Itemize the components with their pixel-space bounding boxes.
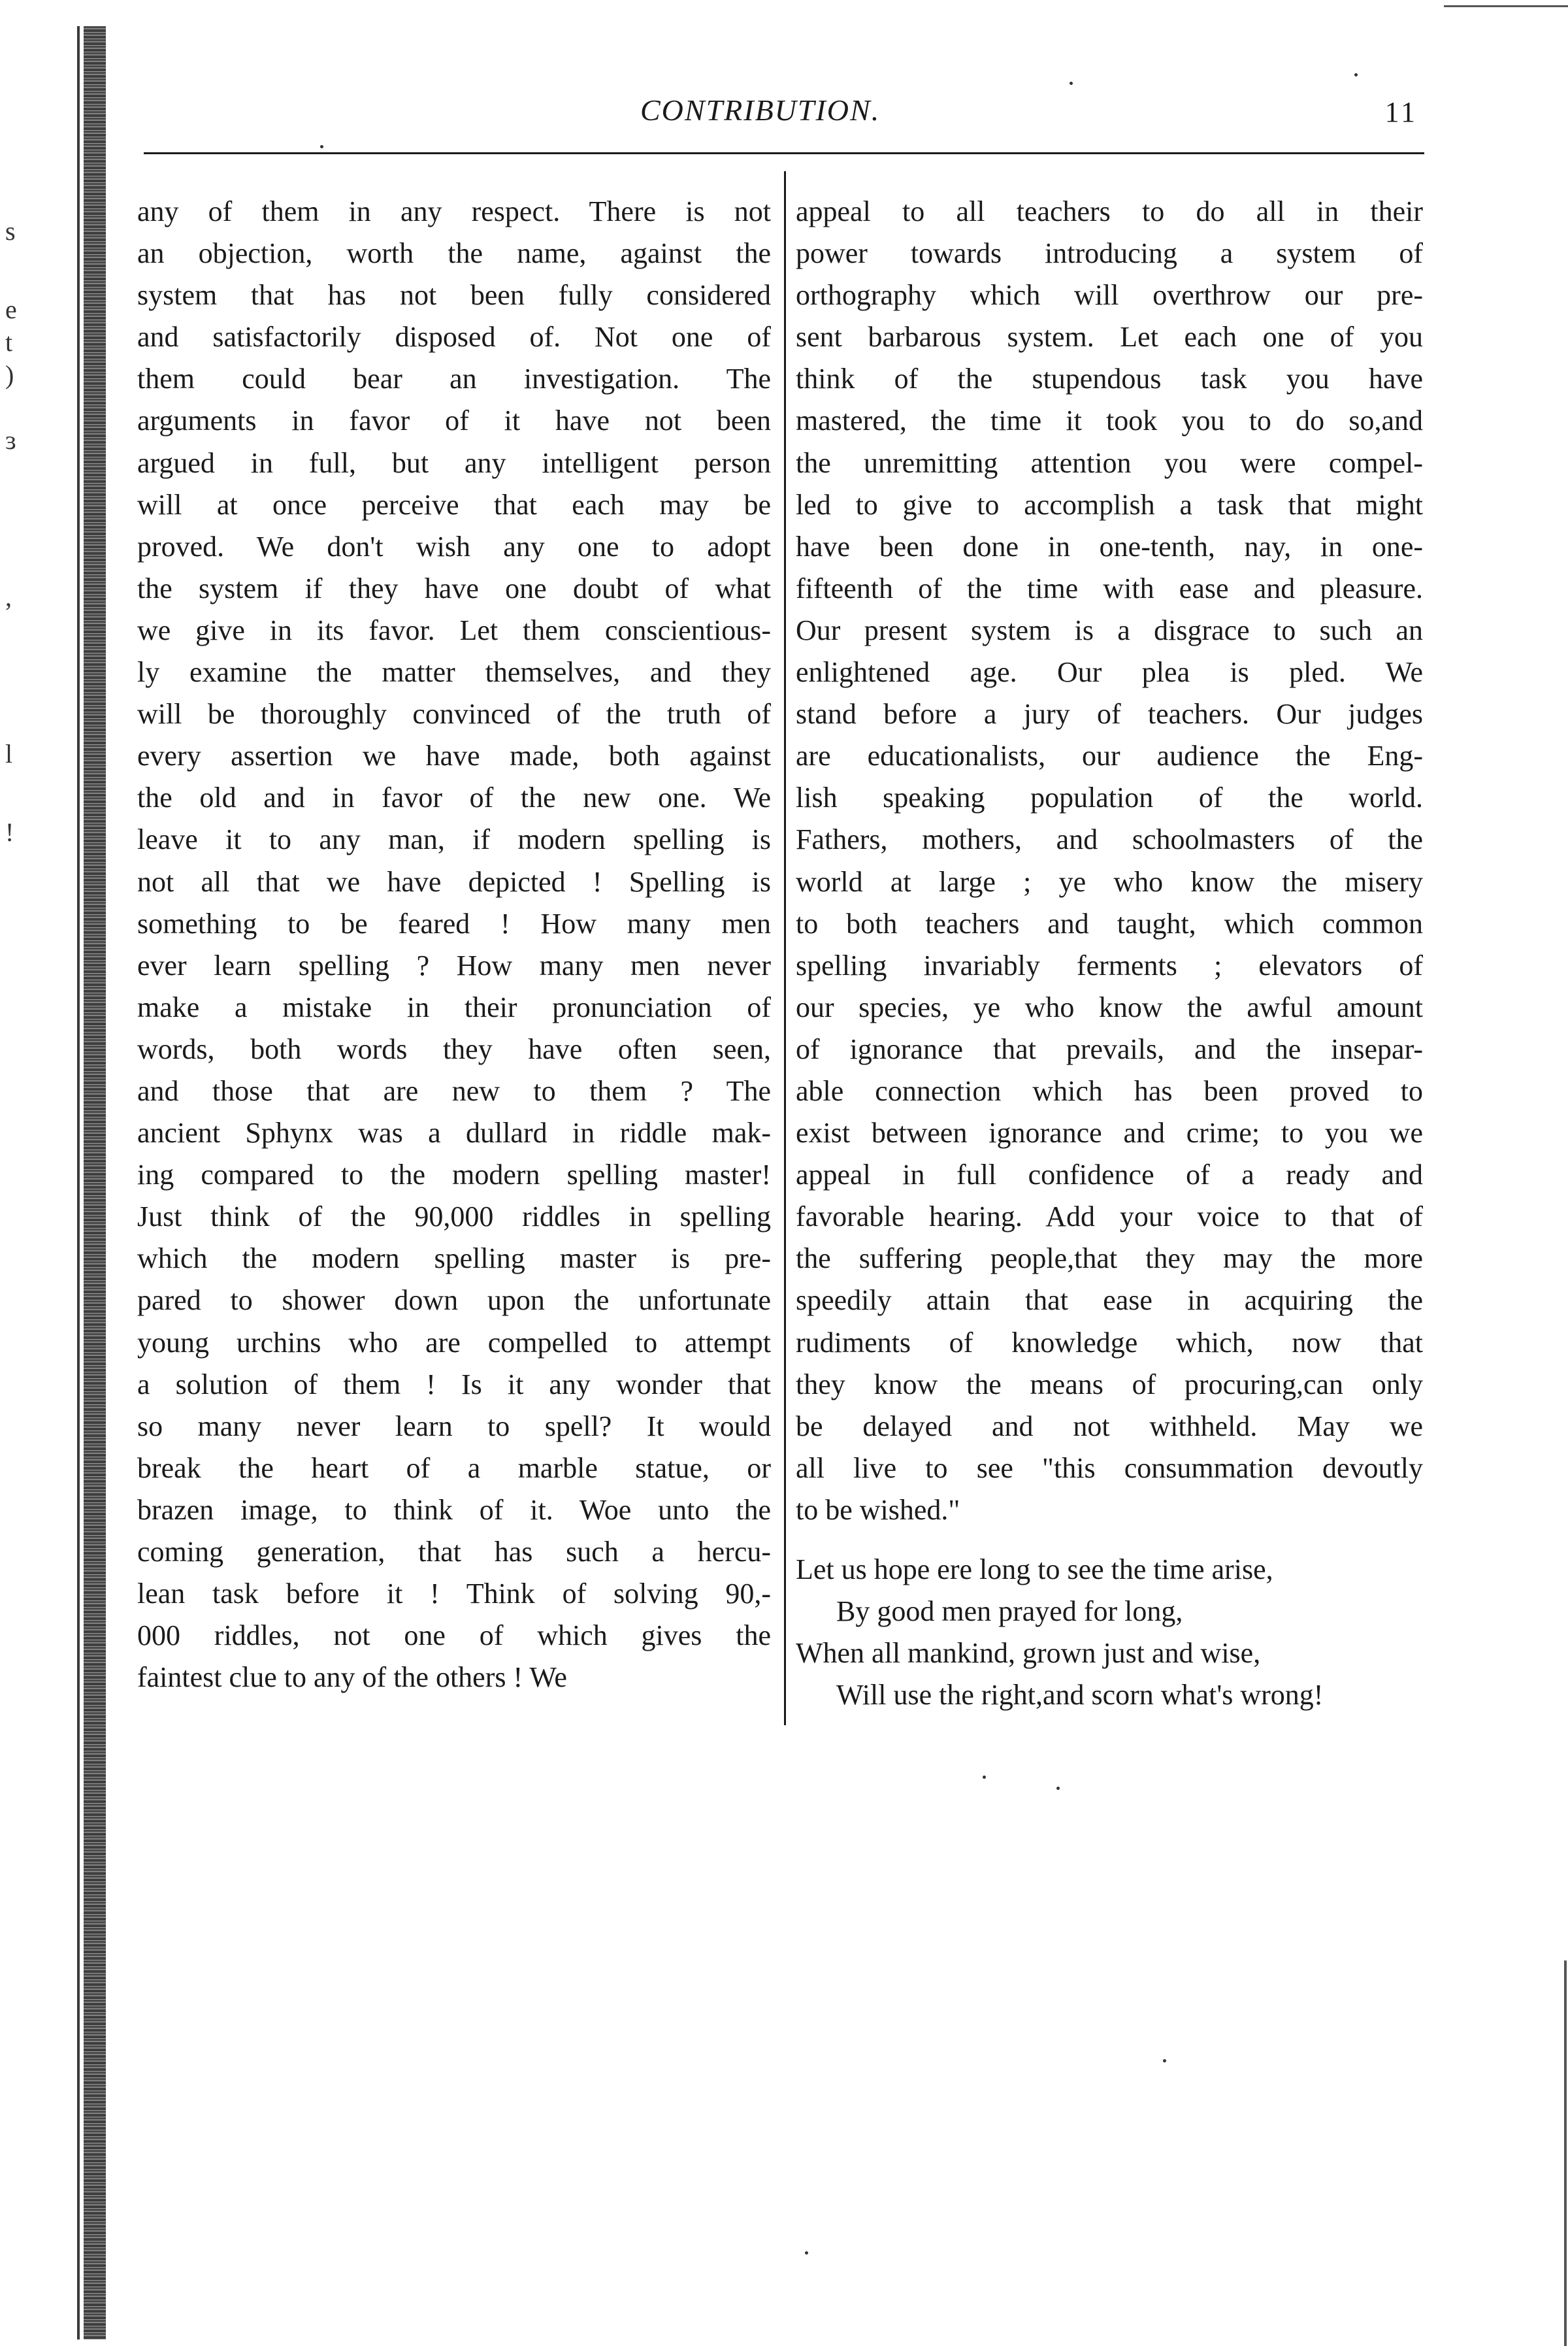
text-line: which the modern spelling master is pre-: [137, 1242, 771, 1275]
text-line: pared to shower down upon the unfortunate: [137, 1284, 771, 1317]
text-line: to both teachers and taught, which common: [796, 907, 1423, 940]
text-line: something to be feared ! How many men: [137, 907, 771, 940]
text-line: are educationalists, our audience the Eng-: [796, 740, 1423, 772]
text-line: appeal to all teachers to do all in their: [796, 195, 1423, 227]
text-line: speedily attain that ease in acquiring the: [796, 1284, 1423, 1317]
text-line: lean task before it ! Think of solving 90,-: [137, 1578, 771, 1610]
text-line: stand before a jury of teachers. Our judges: [796, 698, 1423, 731]
text-line: all live to see "this consummation devoutly: [796, 1451, 1423, 1484]
text-line: favorable hearing. Add your voice to that of: [796, 1200, 1423, 1233]
text-line: not all that we have depicted ! Spelling is: [137, 865, 771, 898]
text-line: of ignorance that prevails, and the insepar-: [796, 1033, 1423, 1065]
text-line: leave it to any man, if modern spelling is: [137, 823, 771, 856]
text-line: exist between ignorance and crime; to you we: [796, 1117, 1423, 1149]
text-line: a solution of them ! Is it any wonder that: [137, 1368, 771, 1400]
text-line: Our present system is a disgrace to such an: [796, 614, 1423, 646]
text-line: to be wished.": [796, 1493, 960, 1526]
text-line: appeal in full confidence of a ready and: [796, 1159, 1423, 1191]
text-line: and satisfactorily disposed of. Not one of: [137, 321, 771, 354]
text-line: the system if they have one doubt of what: [137, 572, 771, 604]
ink-speck: [1163, 2059, 1166, 2062]
text-line: rudiments of knowledge which, now that: [796, 1326, 1423, 1359]
right-text-column: [796, 191, 1423, 1531]
text-line: the unremitting attention you were compel-: [796, 446, 1423, 479]
text-line: any of them in any respect. There is not: [137, 195, 771, 227]
verse-line: When all mankind, grown just and wise,: [796, 1637, 1261, 1669]
ink-speck: [805, 2251, 808, 2255]
text-line: argued in full, but any intelligent person: [137, 446, 771, 479]
book-binding: [84, 26, 106, 2340]
text-line: ancient Sphynx was a dullard in riddle mak-: [137, 1117, 771, 1149]
text-line: 000 riddles, not one of which gives the: [137, 1619, 771, 1652]
text-line: ly examine the matter themselves, and they: [137, 656, 771, 689]
text-line: our species, ye who know the awful amount: [796, 991, 1423, 1023]
text-line: brazen image, to think of it. Woe unto the: [137, 1493, 771, 1526]
ink-speck: [1354, 73, 1358, 76]
text-line: they know the means of procuring,can only: [796, 1368, 1423, 1400]
text-line: ever learn spelling ? How many men never: [137, 949, 771, 982]
text-line: system that has not been fully considered: [137, 279, 771, 312]
text-line: orthography which will overthrow our pre-: [796, 279, 1423, 312]
ink-speck: [1070, 82, 1073, 85]
verse-line: Let us hope ere long to see the time arise,: [796, 1553, 1273, 1585]
column-divider: [784, 171, 786, 1725]
text-line: world at large ; ye who know the misery: [796, 865, 1423, 898]
text-line: mastered, the time it took you to do so,and: [796, 405, 1423, 437]
verse-line: By good men prayed for long,: [836, 1595, 1183, 1627]
ink-speck: [1056, 1787, 1060, 1790]
text-line: have been done in one-tenth, nay, in one-: [796, 530, 1423, 563]
text-line: led to give to accomplish a task that might: [796, 488, 1423, 521]
text-line: will at once perceive that each may be: [137, 488, 771, 521]
text-line: will be thoroughly convinced of the truth of: [137, 698, 771, 731]
text-line: faintest clue to any of the others ! We: [137, 1661, 567, 1694]
text-line: fifteenth of the time with ease and pleasure.: [796, 572, 1423, 604]
text-line: and those that are new to them ? The: [137, 1074, 771, 1107]
text-line: proved. We don't wish any one to adopt: [137, 530, 771, 563]
text-line: the suffering people,that they may the more: [796, 1242, 1423, 1275]
ink-speck: [320, 145, 323, 148]
text-line: break the heart of a marble statue, or: [137, 1451, 771, 1484]
left-text-column: [137, 191, 771, 1698]
text-line: think of the stupendous task you have: [796, 363, 1423, 395]
text-line: Just think of the 90,000 riddles in spelling: [137, 1200, 771, 1233]
text-line: sent barbarous system. Let each one of you: [796, 321, 1423, 354]
text-line: we give in its favor. Let them conscientious-: [137, 614, 771, 646]
text-line: so many never learn to spell? It would: [137, 1410, 771, 1442]
text-line: words, both words they have often seen,: [137, 1033, 771, 1065]
text-line: make a mistake in their pronunciation of: [137, 991, 771, 1023]
text-line: enlightened age. Our plea is pled. We: [796, 656, 1423, 689]
text-line: arguments in favor of it have not been: [137, 405, 771, 437]
text-line: every assertion we have made, both against: [137, 740, 771, 772]
page-edge-rule: [1444, 5, 1568, 7]
text-line: able connection which has been proved to: [796, 1074, 1423, 1107]
text-line: the old and in favor of the new one. We: [137, 782, 771, 814]
text-line: spelling invariably ferments ; elevators of: [796, 949, 1423, 982]
page-header: [144, 93, 1418, 145]
binding-edge-line: [77, 26, 80, 2340]
text-line: be delayed and not withheld. May we: [796, 1410, 1423, 1442]
text-line: Fathers, mothers, and schoolmasters of the: [796, 823, 1423, 856]
ink-speck: [983, 1776, 986, 1779]
text-line: young urchins who are compelled to attempt: [137, 1326, 771, 1359]
text-line: coming generation, that has such a hercu-: [137, 1536, 771, 1568]
text-line: ing compared to the modern spelling master!: [137, 1159, 771, 1191]
closing-verse: [796, 1549, 1423, 1716]
page-number: 11: [1384, 96, 1418, 128]
header-rule: [144, 152, 1424, 154]
text-line: lish speaking population of the world.: [796, 782, 1423, 814]
text-line: them could bear an investigation. The: [137, 363, 771, 395]
text-line: power towards introducing a system of: [796, 237, 1423, 270]
verse-line: Will use the right,and scorn what's wrong!: [836, 1679, 1324, 1711]
facing-page-bleed: s e t ) ɜ , l !: [5, 216, 17, 847]
page-edge-right: [1564, 1960, 1567, 2346]
text-line: an objection, worth the name, against the: [137, 237, 771, 270]
running-head: CONTRIBUTION.: [640, 93, 881, 127]
